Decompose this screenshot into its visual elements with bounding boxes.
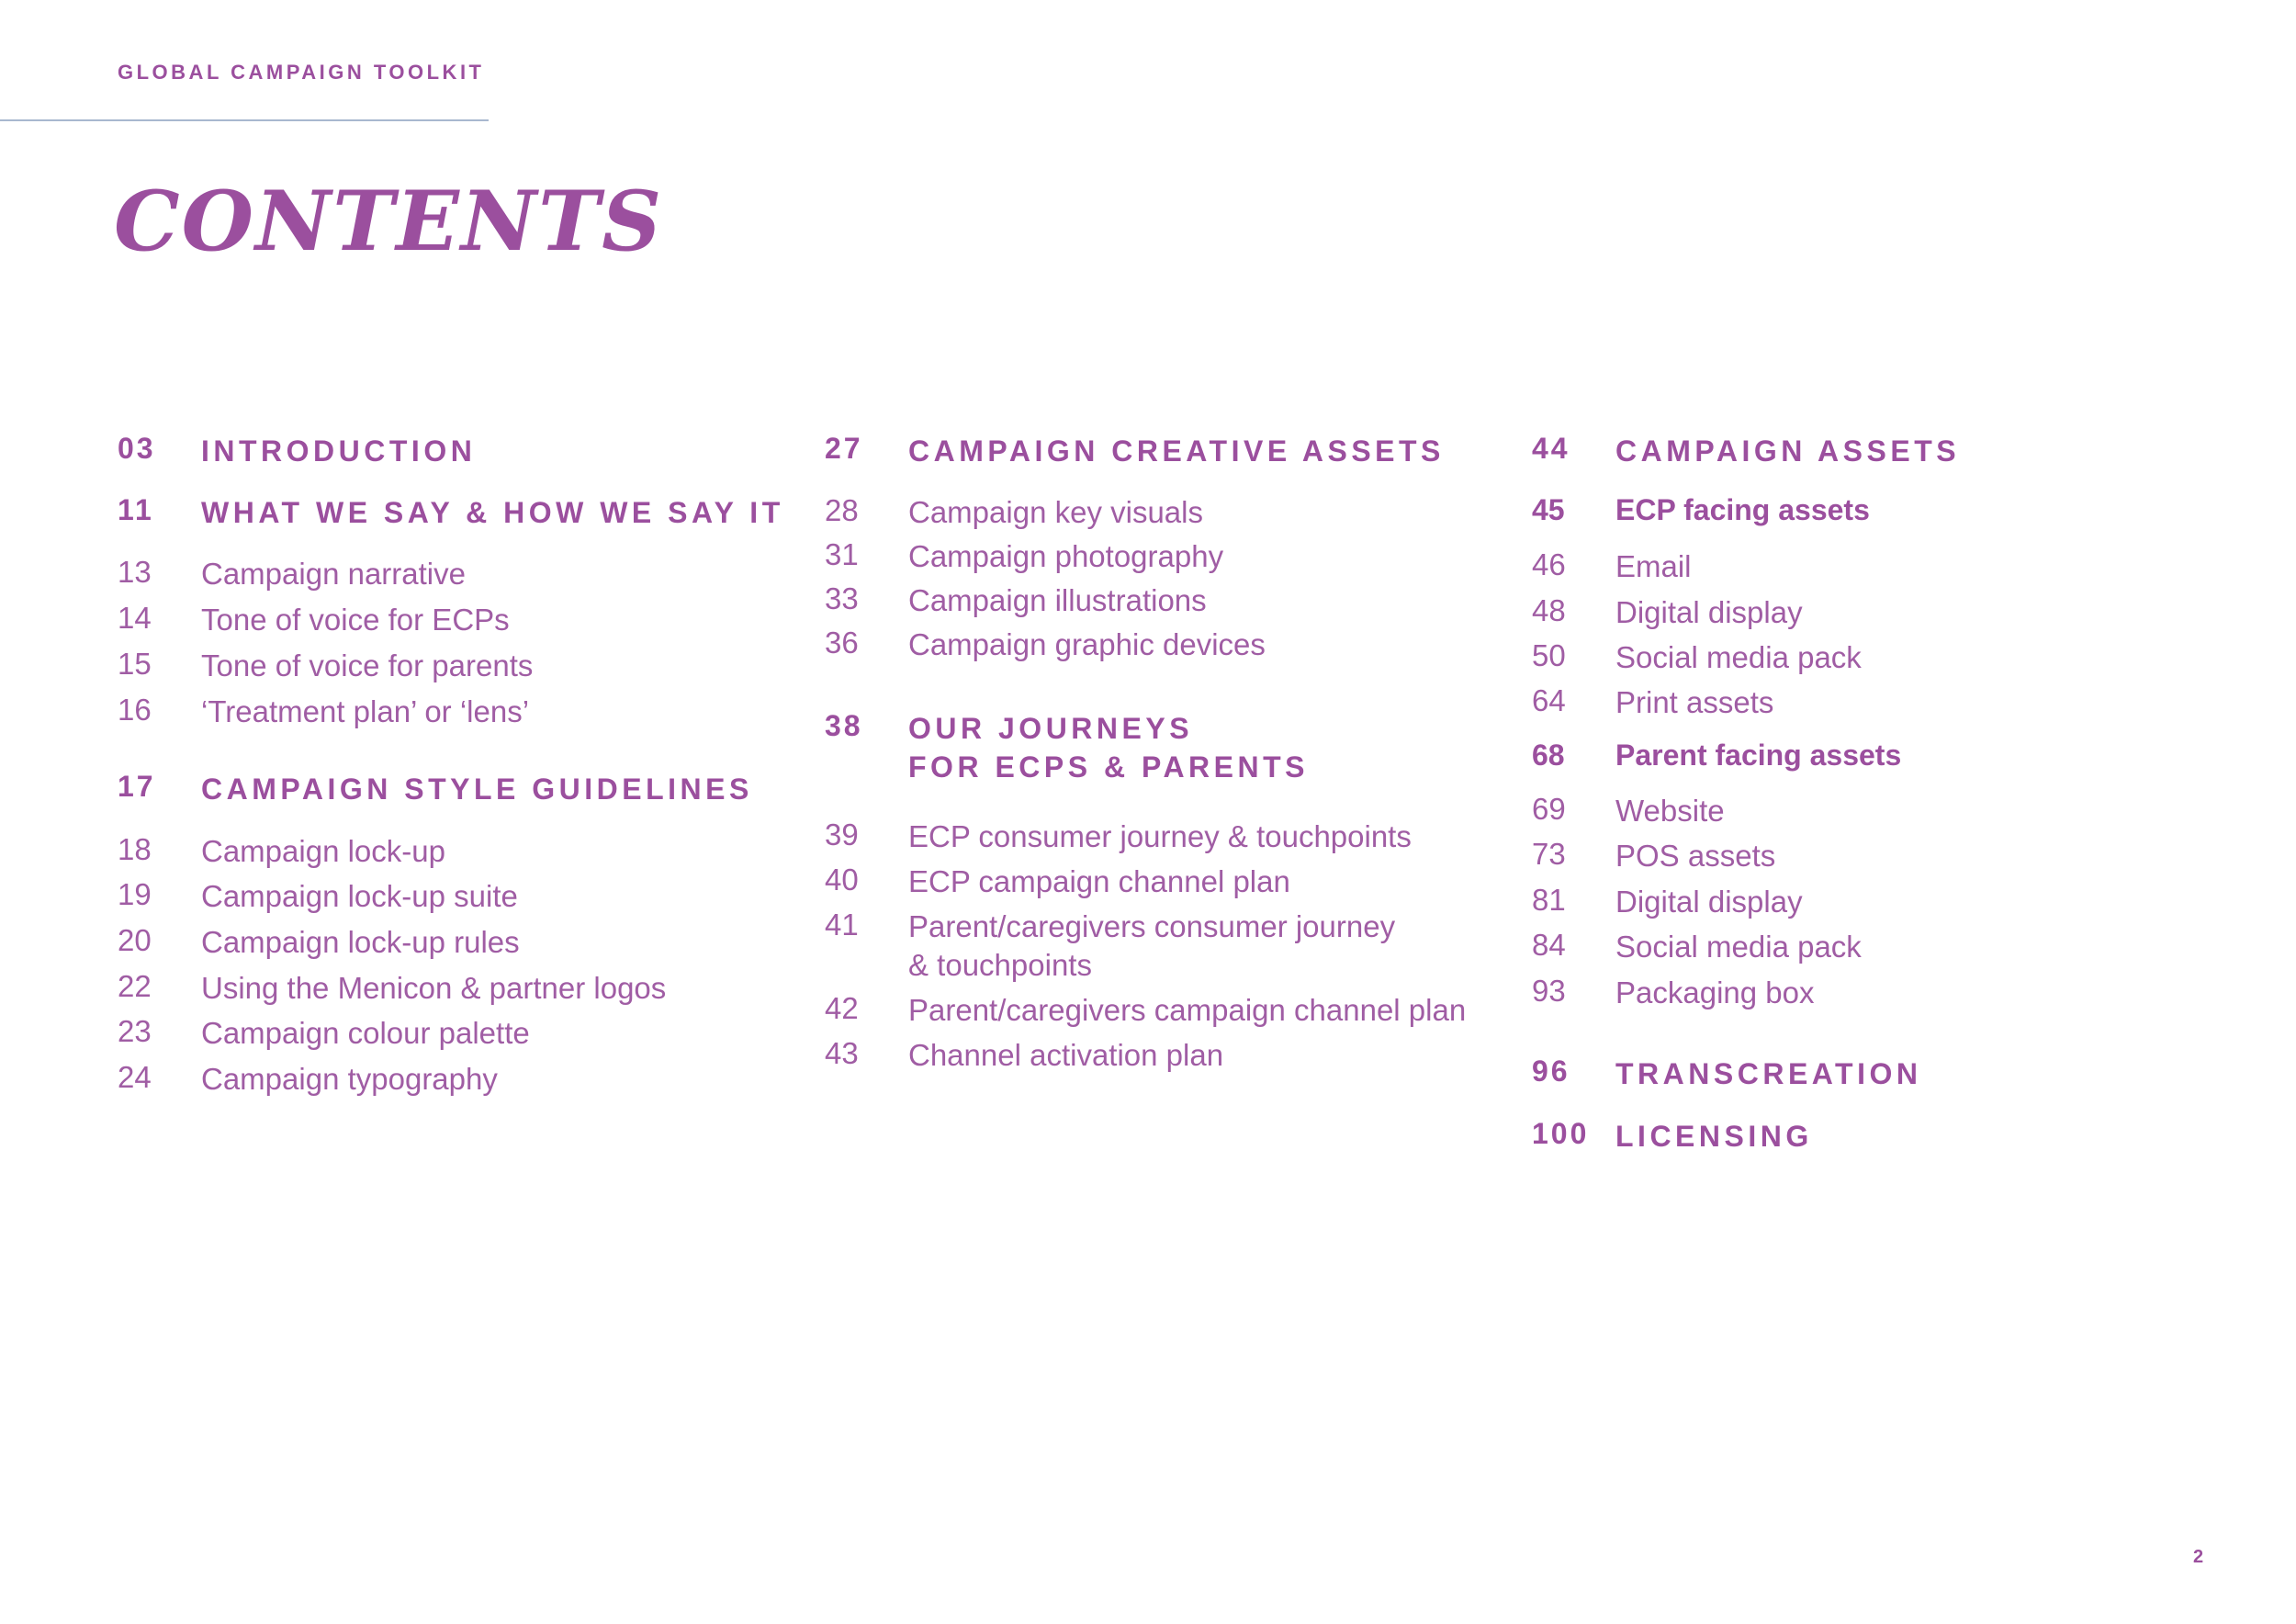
toc-item-title: Social media pack [1615, 640, 1862, 674]
toc-page-number: 64 [1532, 683, 1566, 717]
toc-page-number: 40 [825, 863, 859, 897]
toc-page-number: 41 [825, 908, 859, 942]
toc-item-title: Email [1615, 549, 1692, 583]
toc-page-number: 69 [1532, 792, 1566, 826]
toc-section-title: LICENSING [1615, 1120, 1813, 1153]
toc-page-number: 44 [1532, 432, 1570, 465]
toc-page-number: 18 [118, 832, 152, 866]
toc-item-title: Parent/caregivers campaign channel plan [908, 993, 1467, 1027]
toc-page-number: 38 [825, 709, 863, 742]
toc-page-number: 46 [1532, 547, 1566, 581]
toc-page-number: 11 [118, 493, 154, 526]
toc-page-number: 96 [1532, 1054, 1570, 1088]
toc-page-number: 100 [1532, 1117, 1590, 1150]
toc-item-title: Campaign illustrations [908, 583, 1207, 617]
toc-page-number: 73 [1532, 837, 1566, 871]
toc-item-title: Packaging box [1615, 976, 1815, 1009]
toc-page-number: 45 [1532, 493, 1565, 526]
toc-page-number: 28 [825, 493, 859, 527]
toc-page-number: 81 [1532, 883, 1566, 917]
toc-section-title [908, 709, 1309, 786]
toc-page-number: 27 [825, 432, 863, 465]
toc-item-title: ECP campaign channel plan [908, 864, 1290, 898]
toc-page-number: 31 [825, 537, 859, 571]
toc-item-title-line-2: & touchpoints [908, 948, 1092, 982]
toc-item-title: ECP consumer journey & touchpoints [908, 819, 1412, 853]
toc-item-title: Tone of voice for ECPs [201, 603, 510, 637]
toc-item-title: Channel activation plan [908, 1038, 1224, 1072]
toc-page-number: 22 [118, 969, 152, 1003]
toc-page-number: 50 [1532, 638, 1566, 672]
toc-section-title: TRANSCREATION [1615, 1057, 1922, 1090]
toc-item-title: Social media pack [1615, 930, 1862, 964]
document-header-label: GLOBAL CAMPAIGN TOOLKIT [118, 61, 485, 84]
toc-page-number: 13 [118, 555, 152, 589]
toc-item-title [908, 908, 1395, 985]
toc-item-title: Campaign graphic devices [908, 627, 1266, 661]
toc-page-number: 20 [118, 923, 152, 957]
toc-item-title: Campaign typography [201, 1062, 498, 1096]
toc-item-title: Campaign lock-up rules [201, 925, 520, 959]
toc-section-title: INTRODUCTION [201, 434, 477, 468]
toc-page-number: 33 [825, 581, 859, 615]
toc-page-number: 17 [118, 770, 156, 803]
page-title: CONTENTS [114, 173, 664, 270]
page-number: 2 [2193, 1547, 2204, 1567]
toc-item-title: Campaign colour palette [201, 1016, 530, 1050]
toc-page-number: 23 [118, 1014, 152, 1048]
toc-item-title: Campaign key visuals [908, 495, 1203, 529]
toc-page-number: 36 [825, 626, 859, 660]
toc-section-title: WHAT WE SAY & HOW WE SAY IT [201, 496, 784, 529]
toc-page-number: 16 [118, 693, 152, 727]
toc-section-title-line-1: OUR JOURNEYS [908, 712, 1194, 745]
toc-item-title: Website [1615, 794, 1725, 828]
toc-page-number: 84 [1532, 928, 1566, 962]
toc-item-title: Digital display [1615, 595, 1803, 629]
toc-item-title: Campaign photography [908, 539, 1224, 573]
toc-section-title: CAMPAIGN ASSETS [1615, 434, 1961, 468]
toc-item-title-line-1: Parent/caregivers consumer journey [908, 909, 1396, 943]
toc-page-number: 03 [118, 432, 156, 465]
toc-subsection-title: Parent facing assets [1615, 739, 1902, 772]
toc-page-number: 42 [825, 991, 859, 1025]
toc-page-number: 39 [825, 818, 859, 851]
toc-page-number: 48 [1532, 593, 1566, 627]
toc-item-title: Campaign narrative [201, 557, 466, 591]
toc-section-title-line-2: FOR ECPS & PARENTS [908, 750, 1309, 784]
toc-page-number: 43 [825, 1036, 859, 1070]
toc-item-title: POS assets [1615, 839, 1776, 873]
toc-item-title: ‘Treatment plan’ or ‘lens’ [201, 694, 530, 728]
toc-page-number: 14 [118, 601, 152, 635]
toc-section-title: CAMPAIGN CREATIVE ASSETS [908, 434, 1445, 468]
toc-page-number: 68 [1532, 739, 1565, 772]
toc-page-number: 15 [118, 647, 152, 681]
toc-page-number: 93 [1532, 974, 1566, 1008]
toc-item-title: Campaign lock-up suite [201, 879, 518, 913]
toc-section-title: CAMPAIGN STYLE GUIDELINES [201, 773, 753, 806]
toc-page-number: 24 [118, 1060, 152, 1094]
toc-page-number: 19 [118, 877, 152, 911]
toc-item-title: Using the Menicon & partner logos [201, 971, 667, 1005]
toc-item-title: Digital display [1615, 885, 1803, 919]
header-divider [0, 119, 489, 121]
toc-subsection-title: ECP facing assets [1615, 493, 1870, 526]
toc-item-title: Campaign lock-up [201, 834, 445, 868]
toc-item-title: Print assets [1615, 685, 1774, 719]
toc-item-title: Tone of voice for parents [201, 648, 534, 682]
